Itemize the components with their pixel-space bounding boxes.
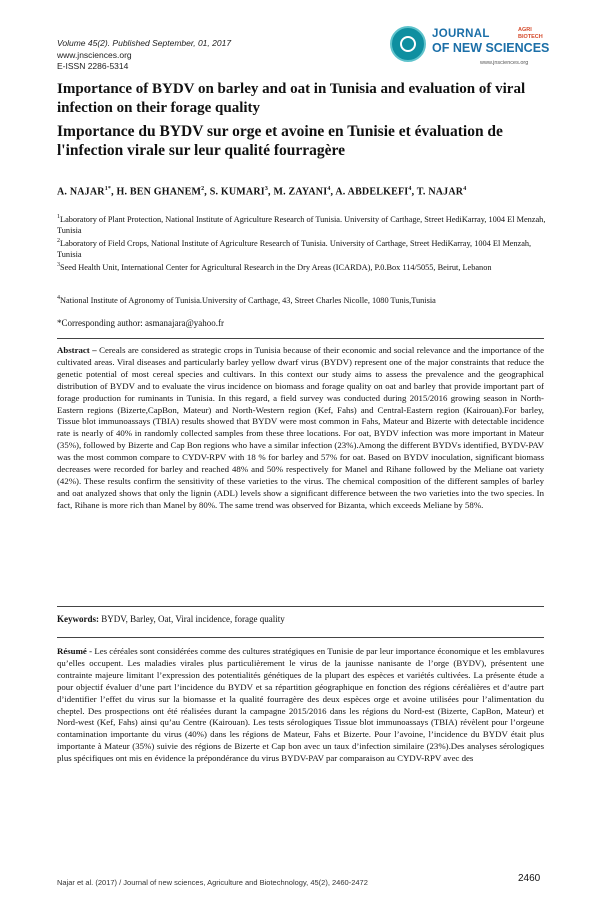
keywords-text: BYDV, Barley, Oat, Viral incidence, forage quality <box>99 614 285 624</box>
author-name: M. ZAYANI <box>273 186 328 198</box>
affiliation-1: $^1$Laboratory of Plant Protection, National Institute of Agriculture Research of Tunisia. University of Carthage, Street HediKarray, 1004 El Menzah, Tunisia <box>57 214 546 236</box>
author-affiliation-mark: 2 <box>201 186 205 192</box>
logo-website: www.jnsciences.org <box>480 60 529 66</box>
logo-text-journal: JOURNAL <box>432 28 490 40</box>
journal-header-meta <box>57 38 317 73</box>
keywords-section <box>57 614 544 624</box>
footer-citation: Najar et al. (2017) / Journal of new sciences, Agriculture and Biotechnology, 45(2), 2460-2472 <box>57 878 368 887</box>
keywords-label: Keywords: <box>57 614 99 624</box>
corresponding-author: *Corresponding author: asmanajara@yahoo.fr <box>57 318 224 328</box>
author-name: S. KUMARI <box>209 186 265 198</box>
author-affiliation-mark: 1* <box>104 186 112 192</box>
abstract-text: Cereals are considered as strategic crops in Tunisia because of their economic and social relevance and the importance of the cultivated areas. Viral diseases and particularly barley yellow dwarf virus (BYDV) represent one of the major constraints that reduce the genetic potential of most cereal species and cultivars. In this context our study aims to assess the prevalence and the geographical distribution of BYDV and to evaluate the virus incidence on biomass and forage quality on oat and barley that provide important part of forage production for ruminants in Tunisia. In this regard, a field survey was conducted during 2015/2016 growing season in North-Eastern regions (Bizerte,CapBon, Mateur) and North-Western region (Kef, Fahs) and Central-Eastern region (Kairouan).For barley, Tissue blot immunoassays (TBIA) results showed that BYDV were most common in Fahs, Mateur and Bizerte with detectable incidence rate is nearly of 40% in randomly collected samples from these three locations. For oat, BYDV infection was more important in Mateur (35%), followed by Bizerte and Cap Bon regions who have a similar infection (23%).Among the different BYDVs identified, BYDV-PAV was the most common compare to CYDV-RPV with 18 % for barley and 57% for oat. Based on BYDV inoculation, significant biomass decreases were recorded for barley and reached 48% and 50% respectively for Manel and Rihane followed by the Meliane oat variety (42%). These results confirm the sensitivity of these varieties to the virus. The chemical composition of the different samples of barley and oat analyzed shows that only the lignin (ADL) levels show a significant difference between the two varieties into the two species. In fact, Rihane is more rich than Manel by 80%. The same trend was observed for Bizanta, which exceeds Meliane by 58%. <box>57 345 544 510</box>
author-affiliation-mark: 4 <box>463 186 467 192</box>
author-name: H. BEN GHANEM <box>116 186 202 198</box>
volume-info: Volume 45(2). Published September, 01, 2017 <box>57 38 232 48</box>
paper-title-english: Importance of BYDV on barley and oat in Tunisia and evaluation of viral infection on their forage quality <box>57 81 526 116</box>
resume-label: Résumé - <box>57 646 93 656</box>
author-list: A. $NAJAR^{1*}$, H. BEN GHANEM$^2$, S. KUMARI$^3$, M. ZAYANI$^4$, A. ABDELKEFI$^4$, T. NAJAR$^4$ <box>57 186 467 198</box>
abstract-label: Abstract – <box>57 345 97 355</box>
divider <box>57 606 544 607</box>
author-name: A. NAJAR <box>57 186 105 198</box>
divider <box>57 637 544 638</box>
journal-website: www.jnsciences.org <box>57 49 132 60</box>
author-name: T. NAJAR <box>416 186 464 198</box>
resume-section <box>57 646 544 868</box>
affiliation-3: $^3$Seed Health Unit, International Center for Agricultural Research in the Dry Areas (ICARDA), P.0.Box 114/5055, Beirut, Lebanon <box>57 262 492 272</box>
logo-emblem-icon <box>390 26 426 62</box>
author-name: A. ABDELKEFI <box>335 186 409 198</box>
author-affiliation-mark: 3 <box>264 186 269 192</box>
journal-issn: E-ISSN 2286-5314 <box>57 61 129 71</box>
logo-text-agri-biotech: AGRI BIOTECH <box>518 27 543 40</box>
author-affiliation-mark: 4 <box>327 186 331 192</box>
affiliation-2: $^2$Laboratory of Field Crops, National Institute of Agriculture Research of Tunisia. University of Carthage, Street HediKarray, 1004 El Menzah, Tunisia <box>57 238 532 260</box>
affiliation-4: $^4$National Institute of Agronomy of Tunisia.University of Carthage, 43, Street Charles Nicolle, 1080 Tunis,Tunisia <box>57 295 436 305</box>
page-number: 2460 <box>518 873 541 884</box>
resume-text: Les céréales sont considérées comme des cultures stratégiques en Tunisie de par leur importance économique et les emblavures qu’elles occupent. Les maladies virales plus particulièrement le virus de la jaunisse nanisante de l’orge (BYDV), présentent une contrainte majeure limitant l’expression des potentialités génétiques de la plupart des espèces et variétés cultivées. La présente étude a pour objectif évaluer d’une part l’incidence du BYDV et sa répartition géographique en fonction des régions céréalières et d’autre part d’identifier l’effet du virus sur la biomasse et la qualité fourragère des deux espèces orge et avoine utilisées pour l’alimentation du cheptel. Des prospections ont été réalisées durant la campagne 2015/2016 dans les régions du Nord-est (Bizerte, CapBon, Mateur) et Nord-west (Kef, Fahs) ainsi qu’au Centre (Kairouan). Les tests sérologiques Tissue blot immunoassays (TBIA) révèlent pour l’orgeune contamination importante du virus (40%) dans les régions de Mateur, Fahs et Bizerte. Pour l’avoine, l’incidence du BYDV était plus importante à Mateur (35%) suivie des régions de Bizerte et Cap bon avec un taux d’infection similaire (23%).Des analyses sérologiques plus spécifiques ont mis en évidence la prépondérance du virus BYDV-PAV par comparaison au CYDV-RPV avec des <box>57 646 544 764</box>
divider <box>57 338 544 339</box>
journal-logo <box>390 26 555 74</box>
author-affiliation-mark: 4 <box>408 186 412 192</box>
logo-text-new-sciences: OF NEW SCIENCES <box>432 41 550 55</box>
abstract-section <box>57 345 544 512</box>
paper-title-french: Importance du BYDV sur orge et avoine en Tunisie et évaluation de l'infection virale sur leur qualité fourragère <box>57 123 503 159</box>
